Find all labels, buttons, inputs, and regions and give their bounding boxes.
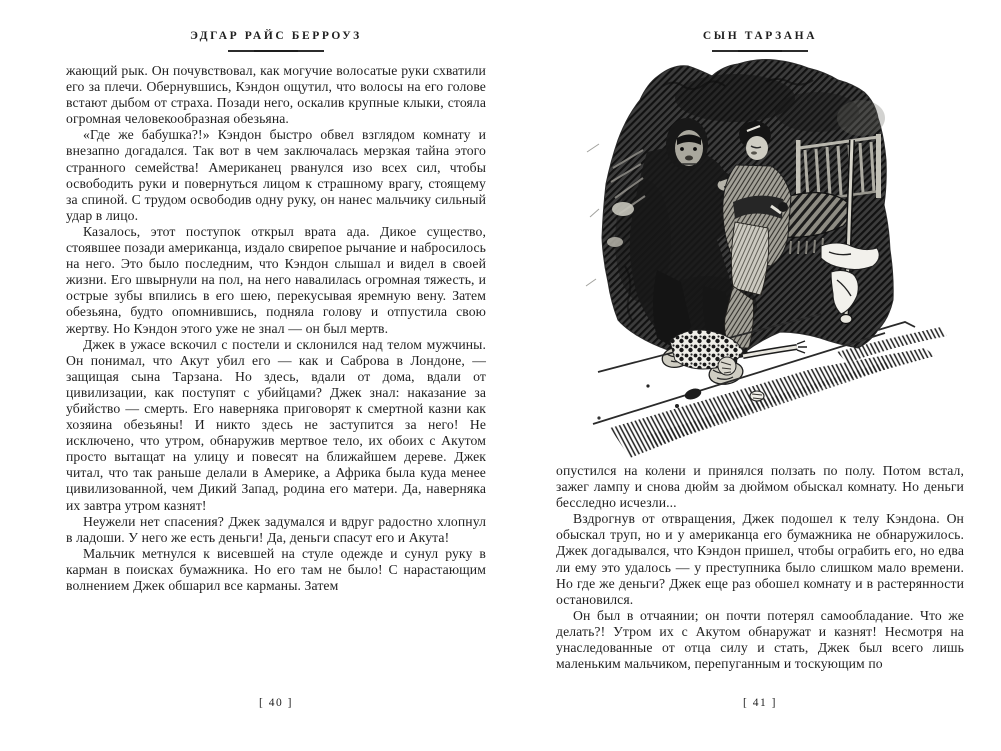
running-head-title: СЫН ТАРЗАНА — [702, 30, 818, 42]
illustration-ape-attack — [585, 56, 953, 464]
stray-sketch-strokes — [586, 144, 599, 286]
left-page-text — [66, 63, 486, 594]
boy-thigh — [731, 222, 768, 295]
floor-shadow-band-2 — [645, 362, 893, 446]
paragraph: Джек в ужасе вскочил с постели и склонился над телом мужчины. Он понимал, что Акут убил его — как и Саброва в Лондоне, — защищая сына Тарзана. Но здесь, вдали от дома, вдали от цивилизации, как поступят с убийцами? Джек знал: наказание за убийство — смерть. Его наверняка приговорят к смертной казни как хозяина обезьяны! И никто здесь не заступится за него! Не исключено, что утром, обнаружив мертвое тело, их обоих с Акутом просто вытащат на улицу и повесят на ближайшем дереве. Джек читал, что так раньше делали в Америке, а Африка была куда менее цивилизованной, чем Дикий Запад, родина его матери. Да, наверняка их завтра утром казнят! — [66, 336, 486, 513]
paragraph: Казалось, этот поступок открыл врата ада. Дикое существо, стоявшее позади американца, издало свирепое рычание и набросилось на него. Это было последним, что Кэндон слышал и видел в своей жизни. Его швырнули на пол, на него навалилась огромная тяжесть, и острые зубы впились в его шею, перекусывая яремную вену. Затем обезьяна, будто опомнившись, подняла голову и отпустила свою жертву. Но Кэндон этого уже не знал — он был мертв. — [66, 223, 486, 336]
page-number-right: [ 41 ] — [743, 697, 777, 709]
page-left — [66, 0, 486, 751]
paragraph: Вздрогнув от отвращения, Джек подошел к телу Кэндона. Он обыскал труп, но и у американца его бумажника не обнаружилось. Джек догадывался, что Кэндон пришел, чтобы ограбить его, но едва ли ему это удалось — у преступника было слишком мало времени. Но где же деньги? Джек еще раз обошел комнату и в растерянности остановился. — [556, 511, 964, 607]
paragraph: «Где же бабушка?!» Кэндон быстро обвел взглядом комнату и внезапно догадался. Так вот в чем заключалась мерзкая тайна этого странного семейства! Американец рванулся изо всех сил, чтобы освободить руки и повернуться лицом к страшному врагу, стоящему за спиной. С трудом освободив одну руку, он нанес мальчику сильный удар в лицо. — [66, 127, 486, 223]
paragraph: Неужели нет спасения? Джек задумался и вдруг радостно хлопнул в ладоши. У него же есть деньги! Да, деньги спасут его и Акута! — [66, 513, 486, 545]
paragraph: жающий рык. Он почувствовал, как могучие волосатые руки схватили его за плечи. Обернувшись, Кэндон ощутил, что волосы на его голове встают дыбом от страха. Позади него, оскалив крупные клыки, стояла огромная человекообразная обезьяна. — [66, 63, 486, 127]
header-rule — [712, 50, 808, 52]
paragraph: опустился на колени и принялся ползать по полу. Потом встал, зажег лампу и снова дюйм за дюймом обыскал комнату. Но деньги бесследно исчезли... — [556, 463, 964, 511]
running-head-author: ЭДГАР РАЙС БЕРРОУЗ — [190, 30, 362, 42]
paragraph: Он был в отчаянии; он почти потерял самообладание. Что же делать?! Утром их с Акутом обнаружат и казнят! Несмотря на унаследованные от отца силу и стать, Джек был всего лишь маленьким мальчиком, перепуганным и тоскующим по — [556, 607, 964, 672]
paragraph: Мальчик метнулся к висевшей на стуле одежде и сунул руку в карман в поисках бумажника. Но его там не было! С нарастающим волнением Джек обшарил все карманы. Затем — [66, 545, 486, 593]
header-rule — [228, 50, 324, 52]
right-page-text — [556, 463, 964, 672]
page-number-left: [ 40 ] — [259, 697, 293, 709]
